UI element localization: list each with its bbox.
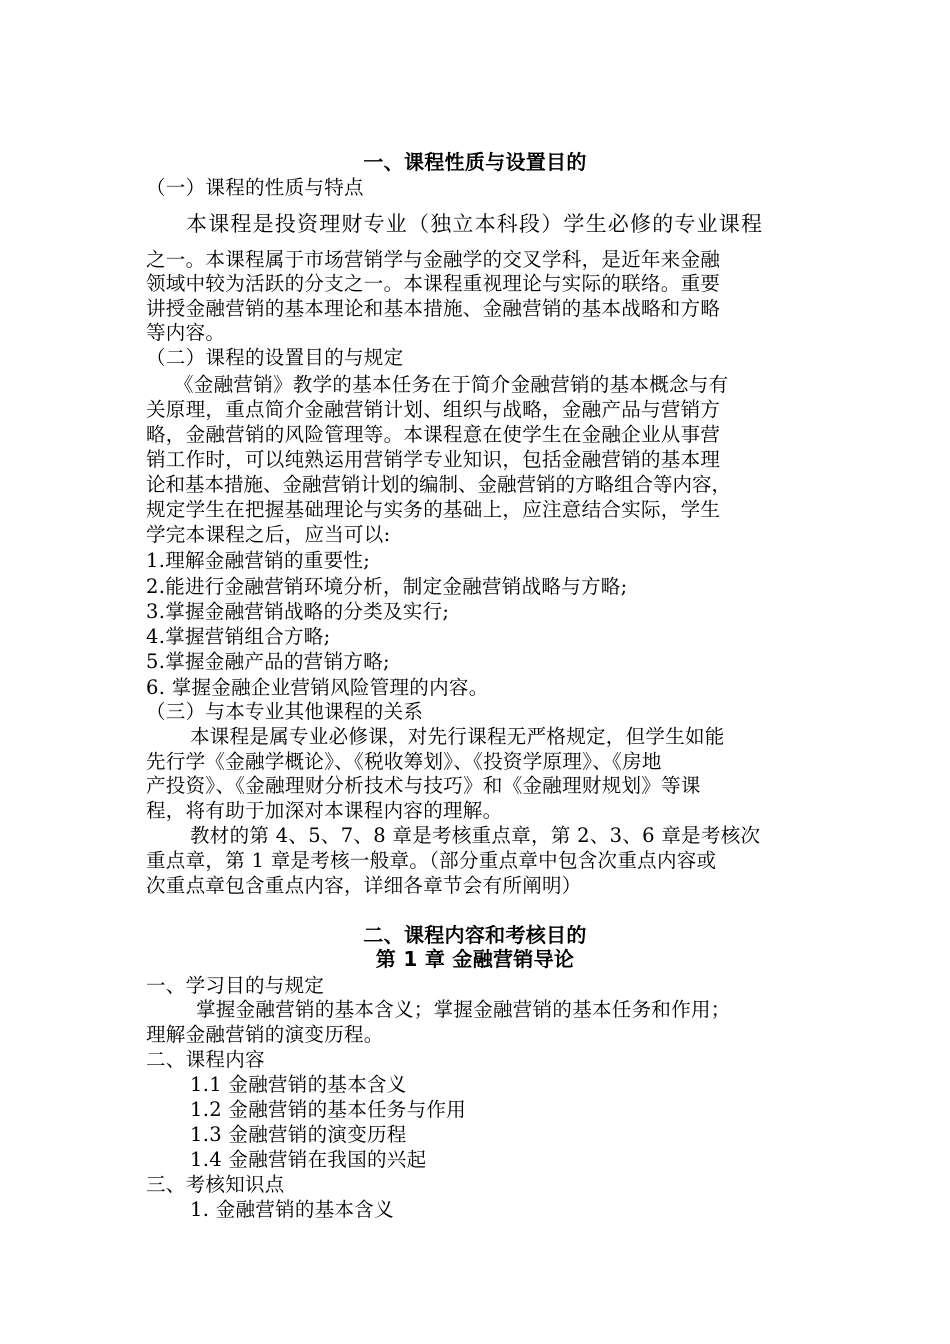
paragraph-line: 规定学生在把握基础理论与实务的基础上，应注意结合实际，学生 xyxy=(146,498,721,521)
paragraph-line: 论和基本措施、金融营销计划的编制、金融营销的方略组合等内容， xyxy=(146,473,732,496)
paragraph-line: 销工作时，可以纯熟运用营销学专业知识，包括金融营销的基本理 xyxy=(146,448,721,471)
paragraph-line: 程，将有助于加深对本课程内容的理解。 xyxy=(146,799,503,822)
paragraph-line: 《金融营销》教学的基本任务在于简介金融营销的基本概念与有 xyxy=(174,373,729,396)
subsection-heading: （三）与本专业其他课程的关系 xyxy=(146,700,424,723)
paragraph-line: 掌握金融营销的基本含义；掌握金融营销的基本任务和作用； xyxy=(196,998,731,1021)
paragraph-line: 讲授金融营销的基本理论和基本措施、金融营销的基本战略和方略 xyxy=(146,297,721,320)
goal-item: 3.掌握金融营销战略的分类及实行; xyxy=(146,600,450,623)
goal-item: 6. 掌握金融企业营销风险管理的内容。 xyxy=(146,676,489,699)
paragraph-line: 教材的第 4、5、7、8 章是考核重点章，第 2、3、6 章是考核次 xyxy=(190,824,761,847)
part-heading: 二、课程内容 xyxy=(146,1048,265,1071)
paragraph-line: 本课程是投资理财专业（独立本科段）学生必修的专业课程 xyxy=(186,212,764,236)
subsection-heading: （二）课程的设置目的与规定 xyxy=(146,346,404,369)
part-heading: 一、学习目的与规定 xyxy=(146,974,325,997)
subsection-heading: （一）课程的性质与特点 xyxy=(146,176,364,199)
knowledge-point: 1. 金融营销的基本含义 xyxy=(190,1198,394,1221)
goal-item: 5.掌握金融产品的营销方略; xyxy=(146,650,390,673)
content-item: 1.2 金融营销的基本任务与作用 xyxy=(190,1098,467,1121)
content-item: 1.1 金融营销的基本含义 xyxy=(190,1073,407,1096)
paragraph-line: 本课程是属专业必修课，对先行课程无严格规定，但学生如能 xyxy=(190,725,725,748)
paragraph-line: 理解金融营销的演变历程。 xyxy=(146,1023,384,1046)
paragraph-line: 略，金融营销的风险管理等。本课程意在使学生在金融企业从事营 xyxy=(146,423,721,446)
paragraph-line: 领域中较为活跃的分支之一。本课程重视理论与实际的联络。重要 xyxy=(146,272,721,295)
paragraph-line: 学完本课程之后，应当可以: xyxy=(146,523,391,546)
paragraph-line: 次重点章包含重点内容，详细各章节会有所阐明） xyxy=(146,874,582,897)
goal-item: 4.掌握营销组合方略; xyxy=(146,625,331,648)
paragraph-line: 等内容。 xyxy=(146,321,226,344)
goal-item: 2.能进行金融营销环境分析，制定金融营销战略与方略; xyxy=(146,575,628,598)
part-heading: 三、考核知识点 xyxy=(146,1173,285,1196)
chapter-title: 第 1 章 金融营销导论 xyxy=(375,947,575,971)
paragraph-line: 之一。本课程属于市场营销学与金融学的交叉学科，是近年来金融 xyxy=(146,248,721,271)
content-item: 1.3 金融营销的演变历程 xyxy=(190,1123,407,1146)
section-title: 一、课程性质与设置目的 xyxy=(363,150,587,174)
paragraph-line: 产投资》、《金融理财分析技术与技巧》和《金融理财规划》等课 xyxy=(146,774,701,797)
paragraph-line: 重点章，第 1 章是考核一般章。（部分重点章中包含次重点内容或 xyxy=(146,849,717,872)
goal-item: 1.理解金融营销的重要性; xyxy=(146,549,371,572)
paragraph-line: 先行学《金融学概论》、《税收筹划》、《投资学原理》、《房地 xyxy=(146,750,662,773)
content-item: 1.4 金融营销在我国的兴起 xyxy=(190,1148,427,1171)
paragraph-line: 关原理，重点简介金融营销计划、组织与战略，金融产品与营销方 xyxy=(146,398,721,421)
section-title: 二、课程内容和考核目的 xyxy=(363,923,587,947)
